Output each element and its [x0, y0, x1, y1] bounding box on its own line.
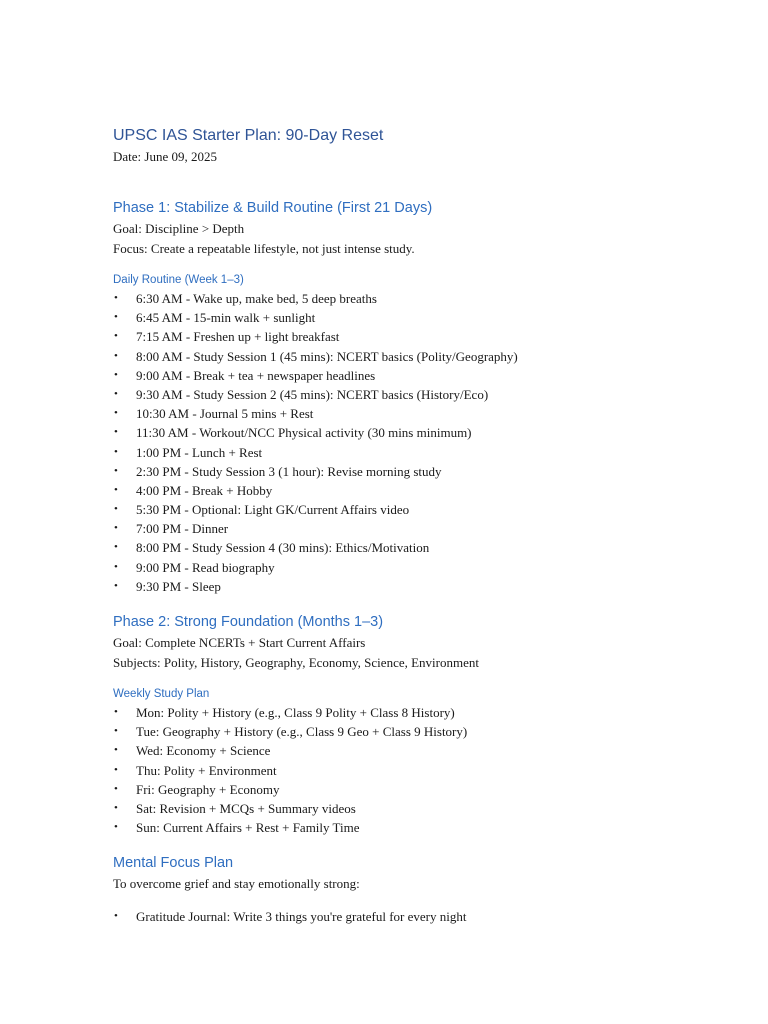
list-item-text: Mon: Polity + History (e.g., Class 9 Polity + Class 8 History): [136, 705, 455, 720]
mental-focus-heading: Mental Focus Plan: [113, 855, 234, 872]
document-body: [113, 124, 733, 927]
bullet-icon: •: [114, 503, 118, 516]
weekly-item: [113, 703, 733, 722]
bullet-icon: •: [114, 330, 118, 343]
bullet-icon: •: [114, 560, 118, 573]
bullet-icon: •: [114, 483, 118, 496]
weekly-item: [113, 780, 733, 799]
phase1-goal: Goal: Discipline > Depth: [113, 221, 245, 236]
weekly-item: [113, 722, 733, 741]
bullet-icon: •: [114, 541, 118, 554]
list-item-text: 9:00 AM - Break + tea + newspaper headlines: [136, 367, 376, 383]
bullet-icon: •: [114, 426, 118, 439]
bullet-icon: •: [114, 387, 118, 400]
bullet-icon: •: [114, 349, 118, 362]
phase1-focus: Focus: Create a repeatable lifestyle, not just intense study.: [113, 241, 415, 256]
bullet-icon: •: [114, 763, 118, 776]
weekly-item: [113, 799, 733, 818]
document-date: Date: June 09, 2025: [113, 149, 217, 164]
bullet-icon: •: [114, 801, 118, 814]
bullet-icon: •: [114, 522, 118, 535]
routine-item: [113, 366, 733, 385]
routine-item: [113, 481, 733, 500]
list-item-text: 7:15 AM - Freshen up + light breakfast: [136, 329, 340, 345]
list-item-text: 4:00 PM - Break + Hobby: [136, 482, 273, 498]
document-title: UPSC IAS Starter Plan: 90-Day Reset: [113, 127, 384, 144]
routine-item: [113, 500, 733, 519]
daily-routine-list: [113, 289, 733, 596]
list-item-text: Thu: Polity + Environment: [136, 762, 277, 778]
mental-focus-list: [113, 907, 733, 926]
bullet-icon: •: [114, 744, 118, 757]
routine-item: [113, 385, 733, 404]
bullet-icon: •: [114, 407, 118, 420]
routine-item: [113, 577, 733, 596]
routine-item: [113, 443, 733, 462]
list-item-text: 9:00 PM - Read biography: [136, 559, 275, 575]
phase2-goal: Goal: Complete NCERTs + Start Current Affairs: [113, 635, 366, 650]
mental-item: [113, 907, 733, 926]
weekly-item: [113, 818, 733, 837]
list-item-text: Sun: Current Affairs + Rest + Family Time: [136, 820, 360, 836]
list-item-text: Wed: Economy + Science: [136, 743, 271, 759]
list-item-text: 6:45 AM - 15-min walk + sunlight: [136, 310, 316, 326]
bullet-icon: •: [114, 725, 118, 738]
list-item-text: 8:00 AM - Study Session 1 (45 mins): NCERT basics (Polity/Geography): [136, 348, 518, 364]
daily-routine-heading: Daily Routine (Week 1–3): [113, 274, 244, 286]
bullet-icon: •: [114, 579, 118, 592]
phase2-heading: Phase 2: Strong Foundation (Months 1–3): [113, 614, 384, 630]
bullet-icon: •: [114, 782, 118, 795]
list-item-text: Sat: Revision + MCQs + Summary videos: [136, 800, 356, 816]
bullet-icon: •: [114, 368, 118, 381]
list-item-text: 9:30 AM - Study Session 2 (45 mins): NCERT basics (History/Eco): [136, 386, 489, 402]
list-item-text: 8:00 PM - Study Session 4 (30 mins): Ethics/Motivation: [136, 540, 430, 556]
bullet-icon: •: [114, 311, 118, 324]
bullet-icon: •: [114, 445, 118, 458]
list-item-text: 7:00 PM - Dinner: [136, 521, 229, 537]
routine-item: [113, 462, 733, 481]
routine-item: [113, 423, 733, 442]
list-item-text: 1:00 PM - Lunch + Rest: [136, 444, 263, 460]
phase1-heading: Phase 1: Stabilize & Build Routine (First 21 Days): [113, 200, 433, 216]
routine-item: [113, 404, 733, 423]
bullet-icon: •: [114, 464, 118, 477]
weekly-plan-list: [113, 703, 733, 837]
phase2-subjects: Subjects: Polity, History, Geography, Economy, Science, Environment: [113, 655, 479, 670]
routine-item: [113, 308, 733, 327]
routine-item: [113, 538, 733, 557]
bullet-icon: •: [114, 706, 118, 718]
list-item-text: 9:30 PM - Sleep: [136, 578, 221, 594]
list-item-text: 10:30 AM - Journal 5 mins + Rest: [136, 406, 314, 422]
list-item-text: 6:30 AM - Wake up, make bed, 5 deep breaths: [136, 291, 377, 306]
bullet-icon: •: [114, 821, 118, 834]
list-item-text: 11:30 AM - Workout/NCC Physical activity (30 mins minimum): [136, 425, 472, 441]
list-item-text: 5:30 PM - Optional: Light GK/Current Affairs video: [136, 502, 410, 518]
routine-item: [113, 519, 733, 538]
bullet-icon: •: [114, 910, 118, 923]
routine-item: [113, 327, 733, 346]
bullet-icon: •: [114, 292, 118, 304]
routine-item: [113, 289, 733, 308]
list-item-text: Gratitude Journal: Write 3 things you're grateful for every night: [136, 909, 467, 925]
routine-item: [113, 558, 733, 577]
weekly-plan-heading: Weekly Study Plan: [113, 688, 210, 700]
weekly-item: [113, 761, 733, 780]
weekly-item: [113, 741, 733, 760]
list-item-text: Fri: Geography + Economy: [136, 781, 280, 797]
list-item-text: 2:30 PM - Study Session 3 (1 hour): Revise morning study: [136, 463, 442, 479]
mental-focus-intro: To overcome grief and stay emotionally strong:: [113, 876, 360, 892]
list-item-text: Tue: Geography + History (e.g., Class 9 Geo + Class 9 History): [136, 724, 468, 740]
routine-item: [113, 347, 733, 366]
